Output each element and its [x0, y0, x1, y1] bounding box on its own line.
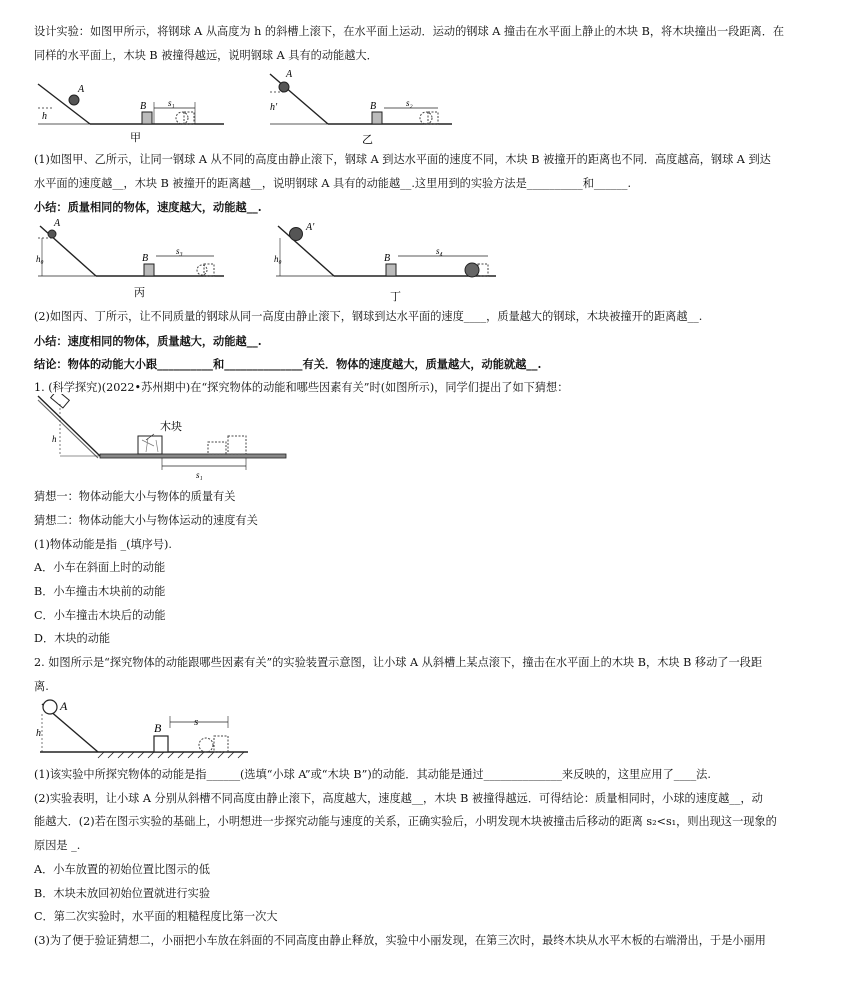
text-line: 小结：质量相同的物体，速度越大，动能越__.: [34, 200, 262, 214]
block-b-label: B: [384, 253, 391, 264]
option-c: C．小车撞击木块后的动能: [34, 609, 166, 622]
s2-label: s₂: [406, 98, 413, 108]
option-a: A．小车在斜面上时的动能: [34, 561, 166, 574]
text-line: (1)如图甲、乙所示，让同一钢球 A 从不同的高度由静止滚下，钢球 A 到达水平面的速度不同，木块 B 被撞开的距离也不同．高度越高，钢球 A 到达: [34, 153, 771, 166]
s1-label: s₁: [168, 98, 175, 108]
text-line: 1. (科学探究)(2022•苏州期中)在“探究物体的动能和哪些因素有关”时(如图所示)，同学们提出了如下猜想：: [34, 381, 569, 394]
h-prime-label: h': [270, 102, 278, 113]
option-a: A．小车放置的初始位置比图示的低: [34, 863, 210, 876]
text-line: 水平面的速度越__，木块 B 被撞开的距离越__，说明钢球 A 具有的动能越__.这里用到的实验方法是__________和______.: [34, 177, 632, 190]
fig-caption-jia: 甲: [130, 132, 141, 144]
figure-jia: [34, 68, 229, 144]
text-line: 猜想一：物体动能大小与物体的质量有关: [34, 490, 236, 503]
ball-label: A: [54, 218, 61, 229]
h0-label: h₀: [36, 254, 44, 264]
option-d: D．木块的动能: [34, 632, 111, 645]
block-b-label: B: [140, 101, 147, 112]
figure-ding: [272, 216, 502, 304]
text-line: 同样的水平面上，木块 B 被撞得越远，说明钢球 A 具有的动能越大．: [34, 49, 378, 62]
text-line: 能越大．(2)若在图示实验的基础上，小明想进一步探究动能与速度的关系，正确实验后，小明发现木块被撞击后移动的距离 s₂<s₁，则出现这一现象的: [34, 815, 777, 828]
h-label: h: [42, 111, 47, 122]
option-b: B．木块未放回初始位置就进行实验: [34, 887, 211, 900]
figure-cart-block: [34, 394, 294, 480]
text-line: 小结：速度相同的物体，质量越大，动能越__.: [34, 334, 262, 348]
s1-label: s₁: [196, 470, 203, 480]
text-line: 结论：物体的动能大小跟__________和______________有关．物体的速度越大，质量越大，动能就越__.: [34, 357, 542, 371]
text-line: 离.: [34, 680, 49, 693]
fig-caption-ding: 丁: [390, 291, 401, 303]
text-line: 2. 如图所示是“探究物体的动能跟哪些因素有关”的实验装置示意图，让小球 A 从斜槽上某点滚下，撞击在水平面上的木块 B，木块 B 移动了一段距: [34, 656, 763, 669]
fig-caption-bing: 丙: [134, 287, 145, 299]
s3-label: s₃: [176, 246, 183, 256]
ball-label: A: [78, 84, 85, 95]
fig-caption-yi: 乙: [362, 134, 373, 146]
text-line: 设计实验：如图甲所示，将钢球 A 从高度为 h 的斜槽上滚下，在水平面上运动．运动的钢球 A 撞击在水平面上静止的木块 B，将木块撞出一段距离．在: [34, 25, 785, 38]
text-line: 猜想二：物体动能大小与物体运动的速度有关: [34, 514, 258, 527]
option-b: B．小车撞击木块前的动能: [34, 585, 166, 598]
ball-prime-label: A': [306, 222, 315, 233]
s-label: s: [194, 716, 199, 728]
h-label: h: [52, 434, 57, 444]
block-b-label: B: [154, 721, 162, 735]
h-label: h: [36, 728, 41, 739]
text-line: (3)为了便于验证猜想二，小丽把小车放在斜面的不同高度由静止释放，实验中小丽发现，在第三次时，最终木块从水平木板的右端滑出，于是小丽用: [34, 934, 766, 947]
h0-label: h₀: [274, 254, 282, 264]
figure-bing: [34, 216, 234, 300]
text-line: (2)如图丙、丁所示，让不同质量的钢球从同一高度由静止滚下，钢球到达水平面的速度____，质量越大的钢球，木块被撞开的距离越__.: [34, 310, 703, 323]
block-b-label: B: [142, 253, 149, 264]
s4-label: s₄: [436, 246, 443, 256]
block-b-label: B: [370, 101, 377, 112]
figure-yi: [262, 68, 457, 146]
text-line: (2)实验表明，让小球 A 分别从斜槽不同高度由静止滚下，高度越大，速度越__，木块 B 被撞得越远．可得结论：质量相同时，小球的速度越__，动: [34, 792, 763, 805]
text-line: (1)该实验中所探究物体的动能是指______(选填“小球 A”或“木块 B”)的动能．其动能是通过______________来反映的，这里应用了____法.: [34, 768, 711, 781]
block-label: 木块: [160, 421, 182, 433]
figure-ball-block: [34, 698, 264, 762]
text-line: (1)物体动能是指 _(填序号).: [34, 538, 172, 551]
text-line: 原因是 _.: [34, 839, 81, 852]
ball-label: A: [286, 69, 293, 80]
ball-label: A: [60, 699, 68, 713]
option-c: C．第二次实验时，水平面的粗糙程度比第一次大: [34, 910, 278, 923]
